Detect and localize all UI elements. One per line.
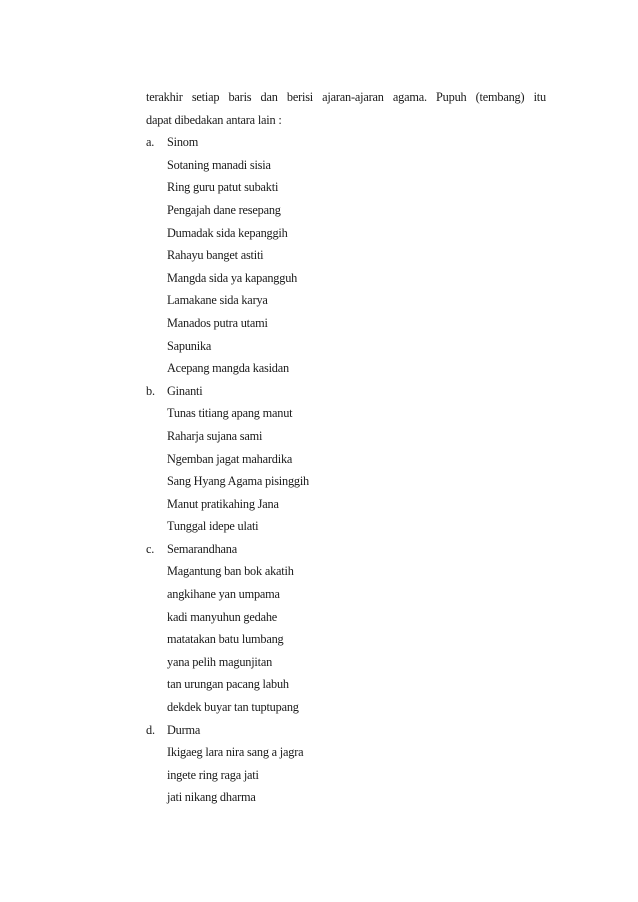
- section-title: Ginanti: [167, 383, 203, 398]
- section-heading: [146, 131, 546, 154]
- section-title: Semarandhana: [167, 541, 237, 556]
- verse-line: Pengajah dane resepang: [167, 202, 281, 217]
- intro-word: itu: [533, 90, 546, 104]
- intro-word: berisi: [286, 90, 313, 104]
- verse-line: angkihane yan umpama: [167, 587, 280, 602]
- verse-line: Ring guru patut subakti: [167, 180, 279, 195]
- verse-line: Lamakane sida karya: [167, 293, 268, 308]
- intro-word: dan: [260, 90, 278, 104]
- pupuh-section: [146, 538, 546, 719]
- verse-line: Sotaning manadi sisia: [167, 157, 271, 172]
- verse-line: Magantung ban bok akatih: [167, 564, 294, 579]
- pupuh-list: [146, 131, 546, 809]
- verse-line: Ikigaeg lara nira sang a jagra: [167, 745, 304, 760]
- intro-word: agama.: [392, 90, 427, 104]
- intro-word: (tembang): [475, 90, 525, 104]
- intro-word: Pupuh: [436, 90, 467, 104]
- verse-line: Tunas titiang apang manut: [167, 406, 293, 421]
- section-letter: a.: [146, 135, 155, 150]
- verse-line: matatakan batu lumbang: [167, 632, 284, 647]
- verse-line: Sapunika: [167, 338, 212, 353]
- verse-line: Dumadak sida kepanggih: [167, 225, 288, 240]
- intro-word: ajaran-ajaran: [322, 90, 384, 104]
- document-page: [146, 86, 546, 809]
- verse-line: Ngemban jagat mahardika: [167, 451, 293, 466]
- verse-line: Manut pratikahing Jana: [167, 496, 279, 511]
- pupuh-section: [146, 131, 546, 380]
- section-letter: d.: [146, 722, 155, 737]
- verse-line: tan urungan pacang labuh: [167, 677, 289, 692]
- verse-line: kadi manyuhun gedahe: [167, 609, 278, 624]
- verse-line: Manados putra utami: [167, 315, 268, 330]
- verse-line: Mangda sida ya kapangguh: [167, 270, 298, 285]
- verse-line: jati nikang dharma: [167, 790, 256, 805]
- pupuh-section: [146, 719, 546, 809]
- intro-line-1: [146, 86, 546, 109]
- verse-line: ingete ring raga jati: [167, 767, 259, 782]
- verse-line: Acepang mangda kasidan: [167, 361, 289, 376]
- intro-word: baris: [228, 90, 252, 104]
- section-letter: b.: [146, 383, 155, 398]
- pupuh-section: [146, 380, 546, 538]
- section-heading: [146, 538, 546, 561]
- section-heading: [146, 380, 546, 403]
- verse-line: Tunggal idepe ulati: [167, 519, 259, 534]
- section-letter: c.: [146, 541, 155, 556]
- verse-line: dekdek buyar tan tuptupang: [167, 700, 299, 715]
- verse-line: Rahayu banget astiti: [167, 248, 264, 263]
- intro-line-2: dapat dibedakan antara lain :: [146, 112, 282, 127]
- verse-line: Sang Hyang Agama pisinggih: [167, 474, 310, 489]
- verse-line: yana pelih magunjitan: [167, 654, 273, 669]
- section-title: Durma: [167, 722, 201, 737]
- intro-word: setiap: [191, 90, 220, 104]
- section-title: Sinom: [167, 135, 199, 150]
- verse-line: Raharja sujana sami: [167, 428, 263, 443]
- section-heading: [146, 719, 546, 742]
- intro-word: terakhir: [146, 90, 183, 104]
